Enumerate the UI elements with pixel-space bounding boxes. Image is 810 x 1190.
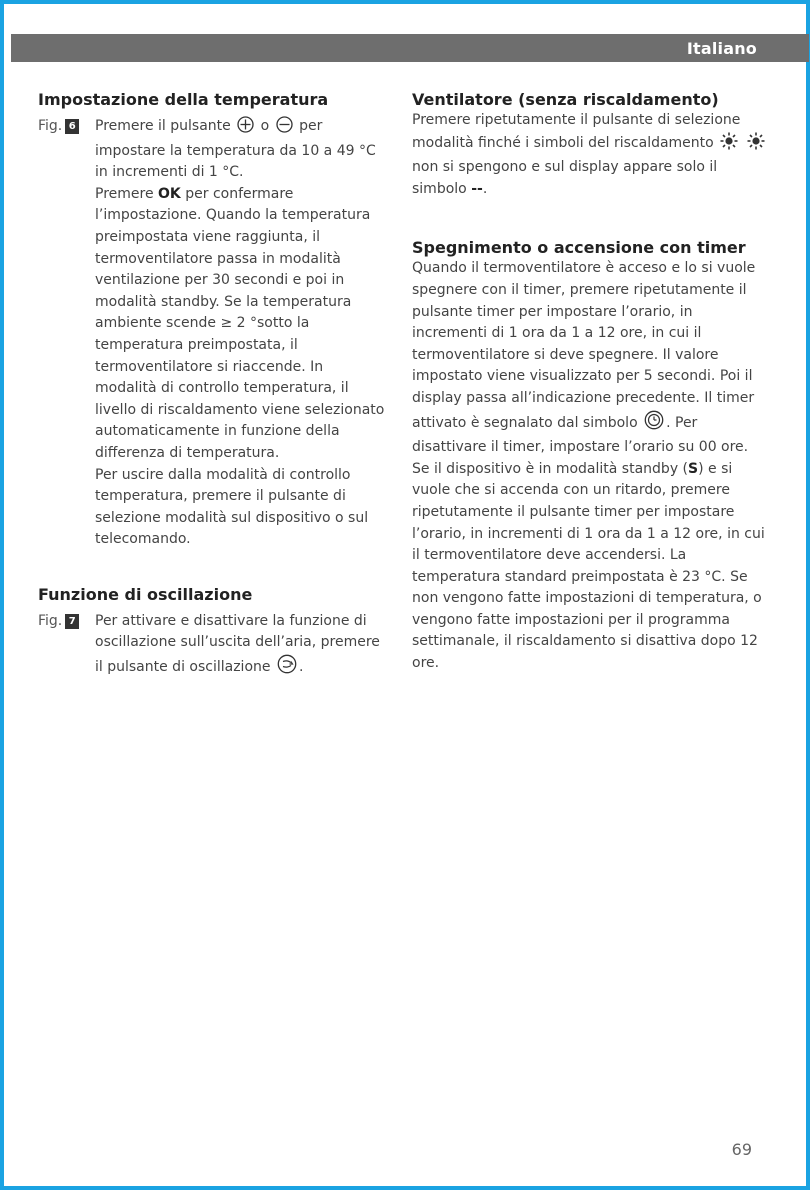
heat-sun-icon [747,132,765,158]
language-header-bar [11,34,809,62]
timer-instructions: Quando il termoventilatore è acceso e lo si vuole spegnere con il timer, premere ripetutamente il pulsante timer per impostare l’orario, in incrementi di 1 ora da 1 a 12 ore, in cui il termoventilatore si deve spegnere. Il valore impostato viene visualizzato per 5 secondi. Poi il display passa all’indicazione precedente. Il timer attivato è segnalato dal simbolo . Per disattivare il timer, impostare l’orario su 00 ore. Se il dispositivo è in modalità standby (S) e si vuole che si accenda con un ritardo, premere ripetutamente il pulsante timer per impostare l’orario, in incrementi di 1 ora da 1 a 12 ore, in cui il termoventilatore deve accendersi. La temperatura standard preimpostata è 23 °C. Se non vengono fatte impostazioni di temperatura, o vengono fatte impostazioni per il programma settimanale, il riscaldamento si disattiva dopo 12 ore. [412,260,765,672]
page-number: 69 [731,1140,752,1159]
standby-symbol: S [688,460,699,477]
plus-circle-icon [237,116,254,141]
section-title-oscillation: Funzione di oscillazione [38,584,253,604]
figure-reference-row [38,611,388,682]
heat-sun-icon [720,132,738,158]
language-label: Italiano [686,39,757,58]
oscillation-icon [277,654,297,682]
right-column [412,90,767,675]
timer-clock-icon [644,410,664,438]
figure-number-badge: 7 [65,614,79,629]
left-column [38,90,388,682]
oscillation-instructions: Per attivare e disattivare la funzione di oscillazione sull’uscita dell’aria, premere il pulsante di oscillazione . [95,611,388,682]
figure-reference-row [38,116,388,551]
section-title-fan: Ventilatore (senza riscaldamento) [412,90,719,109]
section-title-timer: Spegnimento o accensione con timer [412,238,746,258]
fan-symbol: -- [471,180,483,197]
section-oscillation [38,585,388,682]
section-title-temperature: Impostazione della temperatura [38,90,329,109]
section-temperature [38,90,388,551]
fan-instructions: Premere ripetutamente il pulsante di selezione modalità finché i simboli del riscaldamento non si spengono e sul display appare solo il simbolo --. [412,110,767,200]
temperature-instructions: Premere il pulsante o per impostare la temperatura da 10 a 49 °C in incrementi di 1 °C. Premere OK per confermare l’impostazione. Quando la temperatura preimpostata viene raggiunta, il termoventilatore passa in modalità ventilazione per 30 secondi e poi in modalità standby. Se la temperatura ambiente scende ≥ 2 °sotto la temperatura preimpostata, il termoventilatore si riaccende. In modalità di controllo temperatura, il livello di riscaldamento viene selezionato automaticamente in funzione della differenza di temperatura. Per uscire dalla modalità di controllo temperatura, premere il pulsante di selezione modalità sul dispositivo o sul telecomando. [95,118,385,548]
minus-circle-icon [276,116,293,141]
section-fan [412,90,767,200]
figure-label: Fig. 7 [38,611,79,633]
figure-label: Fig. 6 [38,116,79,138]
figure-number-badge: 6 [65,119,79,134]
ok-label: OK [158,185,181,202]
section-timer [412,238,767,674]
